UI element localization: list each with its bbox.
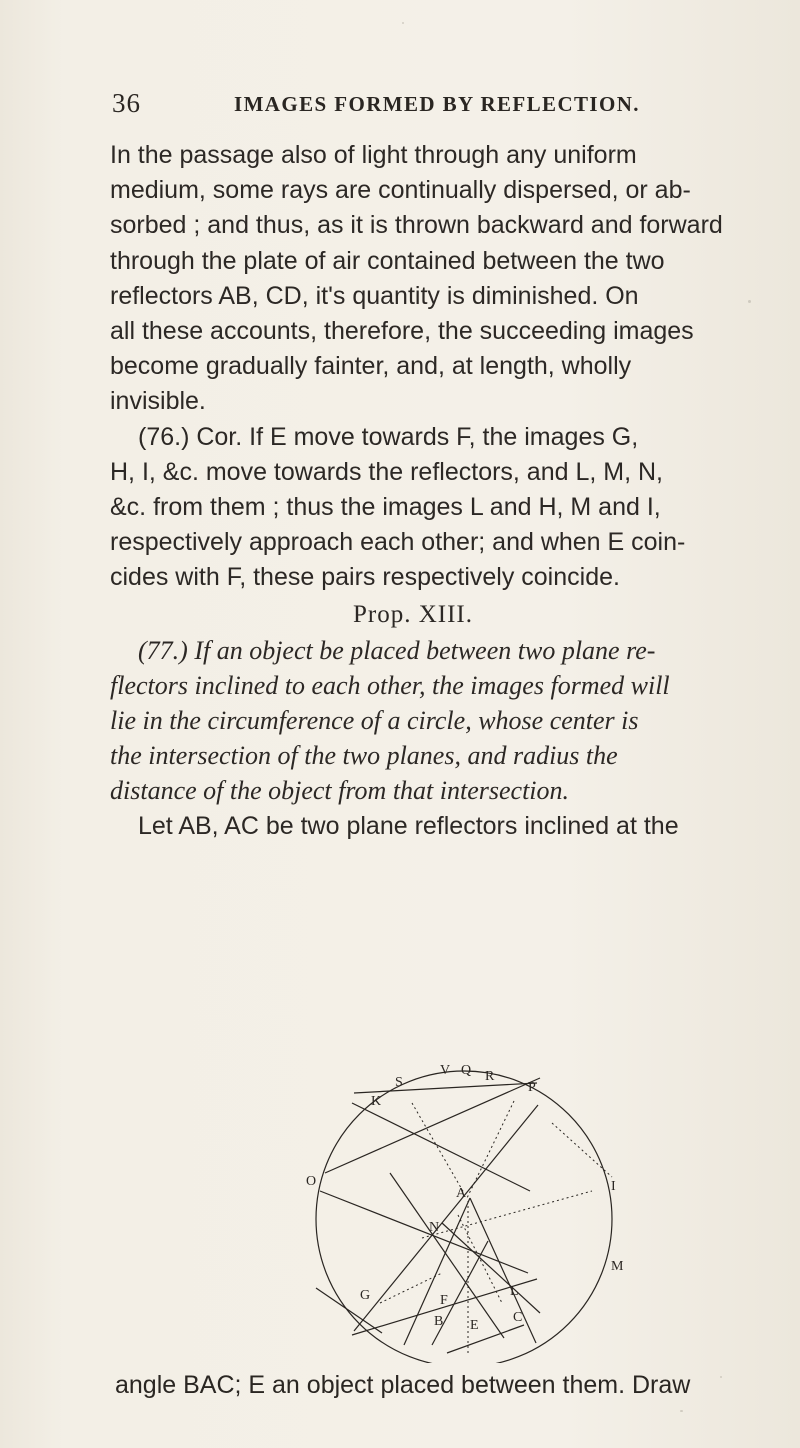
label-g: G <box>360 1288 371 1303</box>
label-r: R <box>485 1069 495 1084</box>
let-line: Let AB, AC be two plane reflectors inclined at the <box>138 811 679 840</box>
text-line: sorbed ; and thus, as it is thrown backward and forward <box>110 211 723 240</box>
paper-speck <box>402 22 404 24</box>
page-header <box>112 86 672 126</box>
proposition-line: lie in the circumference of a circle, whose center is <box>110 706 639 735</box>
label-e: E <box>470 1318 479 1333</box>
paper-speck <box>680 1410 683 1412</box>
proposition-line: (77.) If an object be placed between two plane re- <box>138 635 656 665</box>
label-s: S <box>395 1075 403 1090</box>
label-n: N <box>429 1220 440 1235</box>
proposition-line: flectors inclined to each other, the images formed will <box>110 670 670 700</box>
page-number: 36 <box>112 88 141 118</box>
reflection-diagram <box>292 1063 637 1363</box>
proposition-line: distance of the object from that intersection. <box>110 776 570 806</box>
image-circle <box>316 1071 612 1363</box>
label-c: C <box>513 1310 523 1325</box>
label-f: F <box>440 1293 448 1308</box>
paper-speck <box>748 300 751 303</box>
label-p: P <box>528 1080 536 1095</box>
text-line: &c. from them ; thus the images L and H, M and I, <box>110 492 661 521</box>
text-line: cides with F, these pairs respectively coincide. <box>110 563 620 592</box>
label-l: L <box>510 1284 519 1299</box>
corollary-line: (76.) Cor. If E move towards F, the images G, <box>138 422 639 451</box>
proposition-line: the intersection of the two planes, and radius the <box>110 741 618 771</box>
text-line: respectively approach each other; and when E coin- <box>110 528 686 557</box>
text-line: invisible. <box>110 387 206 416</box>
text-line: reflectors AB, CD, it's quantity is diminished. On <box>110 281 639 310</box>
text-line: through the plate of air contained between the two <box>110 246 665 275</box>
label-i: I <box>611 1179 616 1194</box>
text-line: all these accounts, therefore, the succeeding images <box>110 316 694 345</box>
label-q: Q <box>461 1063 472 1078</box>
running-title: IMAGES FORMED BY REFLECTION. <box>234 92 640 116</box>
proposition-heading: Prop. XIII. <box>353 601 474 629</box>
label-b: B <box>434 1314 444 1329</box>
text-line: medium, some rays are continually dispersed, or ab- <box>110 176 691 205</box>
label-o: O <box>306 1174 317 1189</box>
reflector-ac <box>470 1198 536 1343</box>
label-v: V <box>440 1063 451 1078</box>
text-line: In the passage also of light through any uniform <box>110 141 637 169</box>
text-line: become gradually fainter, and, at length, wholly <box>110 352 632 381</box>
label-a: A <box>456 1186 467 1201</box>
paper-speck <box>720 1376 722 1378</box>
body-text <box>110 138 790 844</box>
text-line: H, I, &c. move towards the reflectors, and L, M, N, <box>110 457 663 486</box>
label-m: M <box>611 1259 624 1274</box>
label-k: K <box>371 1094 382 1109</box>
text-line: angle BAC; E an object placed between them. Draw <box>115 1371 691 1399</box>
